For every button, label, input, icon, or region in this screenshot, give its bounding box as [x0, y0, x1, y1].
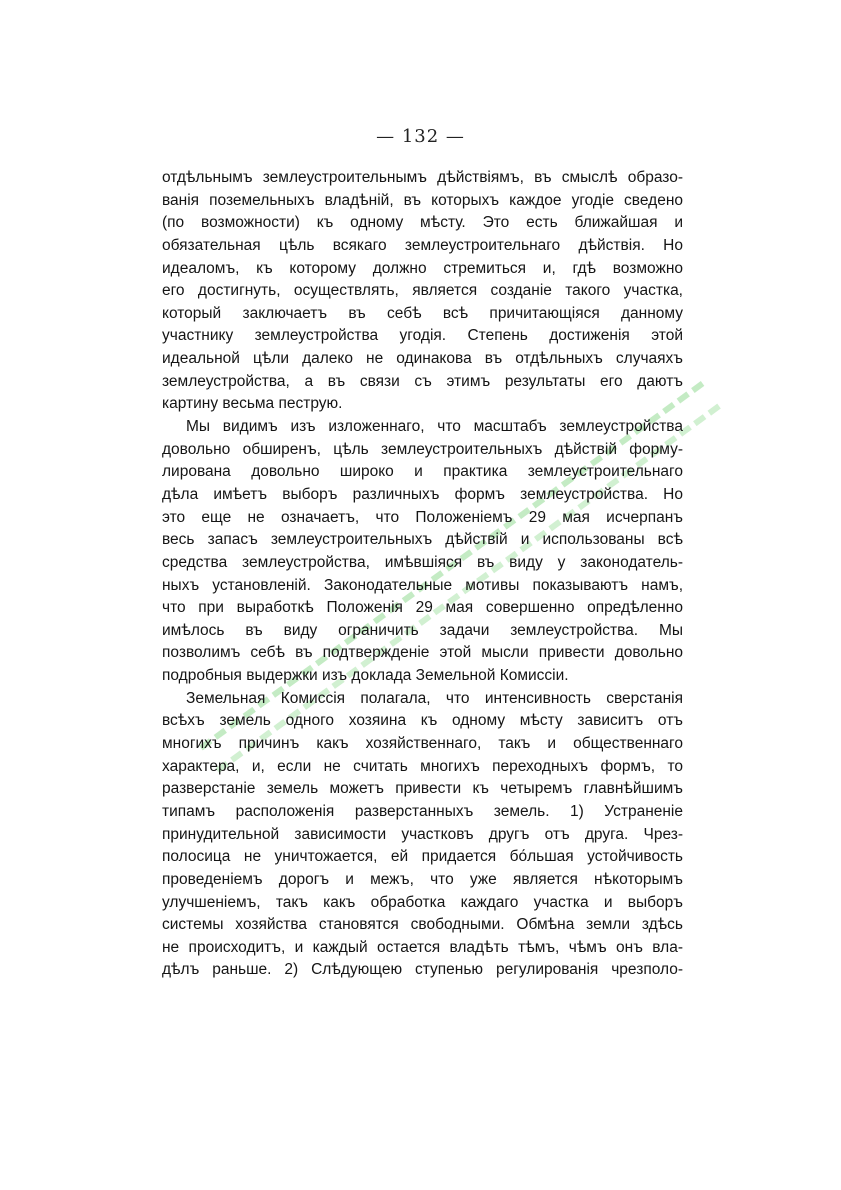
text-line: имѣлось въ виду ограничить задачи землеустройства. Мы	[162, 621, 683, 639]
text-line: ванія поземельныхъ владѣній, въ которыхъ каждое угодіе сведено	[162, 191, 683, 209]
text-line: подробныя выдержки изъ доклада Земельной Комиссіи.	[162, 667, 569, 685]
text-line: дѣлъ раньше. 2) Слѣдующею ступенью регулированія чрезполо-	[162, 961, 683, 979]
text-line: его достигнуть, осуществлять, является созданіе такого участка,	[162, 282, 683, 300]
text-line: разверстаніе земель можетъ привести къ четыремъ главнѣйшимъ	[162, 780, 683, 798]
text-line: (по возможности) къ одному мѣсту. Это есть ближайшая и	[162, 214, 683, 232]
text-line: что при выработкѣ Положенія 29 мая совершенно опредѣленно	[162, 599, 683, 617]
text-line: картину весьма пеструю.	[162, 395, 343, 413]
text-line: Мы видимъ изъ изложеннаго, что масштабъ землеустройства	[186, 418, 683, 436]
text-line: улучшеніемъ, такъ какъ обработка каждаго участка и выборъ	[162, 893, 683, 911]
text-line: позволимъ себѣ въ подтвержденіе этой мысли привести довольно	[162, 644, 683, 662]
text-line: проведеніемъ дорогъ и межъ, что уже является нѣкоторымъ	[162, 870, 683, 888]
text-line: дѣла имѣетъ выборъ различныхъ формъ землеустройства. Но	[162, 485, 683, 503]
page-number: — 132 —	[376, 126, 465, 147]
text-line: идеальной цѣли далеко не одинакова въ отдѣльныхъ случаяхъ	[162, 350, 683, 368]
text-line: не происходитъ, и каждый остается владѣть тѣмъ, чѣмъ онъ вла-	[162, 938, 683, 956]
text-line: отдѣльнымъ землеустроительнымъ дѣйствіямъ, въ смыслѣ образо-	[162, 169, 683, 186]
text-line: полосица не уничтожается, ей придается бо́льшая устойчивость	[162, 848, 683, 866]
text-line: типамъ расположенія разверстанныхъ земель. 1) Устраненіе	[162, 802, 683, 820]
text-line: довольно обширенъ, цѣль землеустроительныхъ дѣйствій форму-	[162, 440, 683, 458]
text-line: это еще не означаетъ, что Положеніемъ 29 мая исчерпанъ	[162, 508, 683, 526]
text-line: обязательная цѣль всякаго землеустроительнаго дѣйствія. Но	[162, 236, 683, 254]
text-line: лирована довольно широко и практика землеустроительнаго	[162, 463, 683, 481]
text-line: Земельная Комиссія полагала, что интенсивность сверстанія	[186, 689, 683, 707]
text-line: участнику землеустройства угодія. Степень достиженія этой	[162, 327, 683, 345]
paragraph	[162, 688, 683, 982]
text-line: принудительной зависимости участковъ другъ отъ друга. Чрез-	[162, 825, 683, 843]
text-line: всѣхъ земель одного хозяина къ одному мѣсту зависитъ отъ	[162, 712, 683, 730]
text-line: средства землеустройства, имѣвшіяся въ виду у законодатель-	[162, 553, 683, 571]
text-line: который заключаетъ въ себѣ всѣ причитающіяся данному	[162, 304, 683, 322]
text-line: многихъ причинъ какъ хозяйственнаго, такъ и общественнаго	[162, 735, 683, 753]
paragraph	[162, 416, 683, 688]
text-line: идеаломъ, къ которому должно стремиться и, гдѣ возможно	[162, 259, 683, 277]
text-line: землеустройства, а въ связи съ этимъ результаты его даютъ	[162, 372, 683, 390]
text-line: системы хозяйства становятся свободными. Обмѣна земли здѣсь	[162, 916, 683, 934]
text-line: весь запасъ землеустроительныхъ дѣйствій и использованы всѣ	[162, 531, 683, 549]
text-line: ныхъ установленій. Законодательные мотивы показываютъ намъ,	[162, 576, 683, 594]
paragraph	[162, 167, 683, 416]
body-text	[162, 167, 683, 982]
text-line: характера, и, если не считать многихъ переходныхъ формъ, то	[162, 757, 683, 775]
